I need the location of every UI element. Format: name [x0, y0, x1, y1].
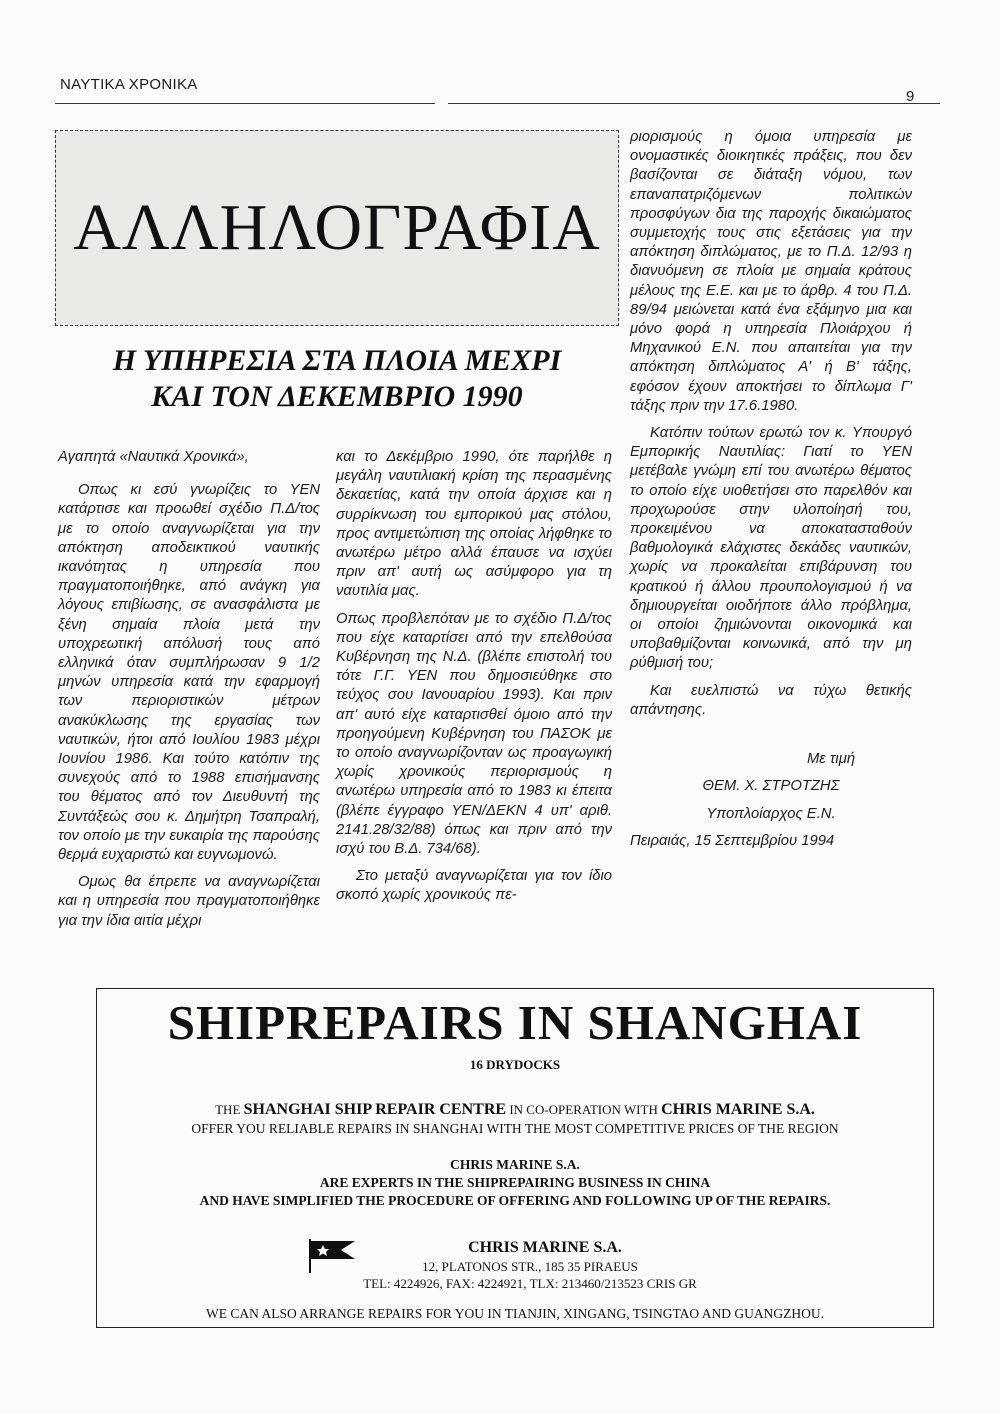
paragraph: Κατόπιν τούτων ερωτώ τον κ. Υπουργό Εμπορικής Ναυτιλίας: Γιατί το ΥΕΝ μετέβαλε γνώμη επί του ανωτέρω θέματος το οποίο είχε υιοθετήσει στο παρελθόν και προχωρούσε στην υλοποίησή του, προκειμένου να αποκατασταθούν βαθμολογικά ελάχιστες δεκάδες ναυτικών, χωρίς να προκαλείται επιβάρυνση του κρατικού ή άλλου προυπολογισμού ή να δημιουργείται οιοδήποτε άλλο πρόβλημα, οι οποίοι ζημιώνονται οικονομικά και υποβαθμίζονται κοινωνικά, από την μη ρύθμισή του; — [630, 425, 912, 672]
signature-name: ΘΕΜ. Χ. ΣΤΡΟΤΖΗΣ — [702, 778, 840, 795]
paragraph: Και ευελπιστώ να τύχω θετικής απάντησης. — [630, 682, 912, 718]
ad-line-1-part: SHANGHAI SHIP REPAIR CENTRE — [243, 1101, 507, 1118]
ad-line-1-part: CHRIS MARINE S.A. — [661, 1101, 815, 1118]
ad-company-name: CHRIS MARINE S.A. — [468, 1239, 622, 1256]
ad-line-4: ARE EXPERTS IN THE SHIPREPAIRING BUSINESS IN CHINA — [319, 1175, 711, 1190]
article-column-1 — [58, 448, 320, 939]
header-rule-left — [55, 103, 435, 104]
header-rule-right — [448, 103, 940, 104]
ad-footer: WE CAN ALSO ARRANGE REPAIRS FOR YOU IN TIANJIN, XINGANG, TSINGTAO AND GUANGZHOU. — [205, 1306, 825, 1321]
magazine-title: ΝΑΥΤΙΚΑ ΧΡΟΝΙΚΑ — [60, 76, 198, 93]
paragraph: Στο μεταξύ αναγνωρίζεται για τον ίδιο σκοπό χωρίς χρονικούς πε- — [336, 868, 612, 904]
signature-regards: Με τιμή — [806, 751, 856, 768]
ad-address: 12, PLATONOS STR., 185 35 PIRAEUS — [422, 1259, 638, 1274]
ad-line-1 — [97, 1101, 933, 1119]
article-column-3 — [630, 128, 912, 859]
ad-line-1-part: IN CO-OPERATION WITH — [509, 1102, 658, 1117]
ad-line-2: OFFER YOU RELIABLE REPAIRS IN SHANGHAI WITH THE MOST COMPETITIVE PRICES OF THE REGION — [191, 1121, 839, 1136]
section-title: ΑΛΛΗΛΟΓΡΑΦΙΑ — [73, 191, 601, 264]
paragraph: Οπως προβλεπόταν με το σχέδιο Π.Δ/τος που είχε καταρτίσει από την επελθούσα Κυβέρνηση της Ν.Δ. (βλέπε επιστολή του τότε Γ.Γ. ΥΕΝ που δημοσιεύθηκε στο τεύχος σου Ιανουαρίου 1993). Και πριν απ' αυτό είχε καταρτισθεί όμοιο από την προηγούμενη Κυβέρνηση του ΠΑΣΟΚ με το οποίο αναγνωρίζονταν ως προαγωγική χωρίς χρονικούς περιορισμούς η ανωτέρω υπηρεσία από το 1983 κι έπειτα (βλέπε έγγραφο ΥΕΝ/ΔΕΚΝ 4 υπ' αριθ. 2141.28/32/88) όπως και πριν από την ισχύ του Β.Δ. 734/68). — [336, 610, 612, 858]
shiprepairs-advertisement — [96, 988, 934, 1328]
headline-line-1: Η ΥΠΗΡΕΣΙΑ ΣΤΑ ΠΛΟΙΑ ΜΕΧΡΙ — [112, 344, 562, 377]
ad-line-5: AND HAVE SIMPLIFIED THE PROCEDURE OF OFFERING AND FOLLOWING UP OF THE REPAIRS. — [199, 1193, 831, 1208]
article-column-2 — [336, 448, 612, 914]
page-number: 9 — [906, 88, 915, 105]
place-date: Πειραιάς, 15 Σεπτεμβρίου 1994 — [630, 832, 835, 849]
ad-line-1-part: THE — [215, 1102, 241, 1117]
ad-contact: TEL: 4224926, FAX: 4224921, TLX: 213460/213523 CRIS GR — [363, 1276, 697, 1291]
paragraph: Ομως θα έπρεπε να αναγνωρίζεται και η υπηρεσία που πραγματοποιήθηκε για την ίδια αιτία μέχρι — [58, 874, 320, 929]
section-banner — [55, 130, 619, 326]
paragraph: Οπως κι εσύ γνωρίζεις το ΥΕΝ κατάρτισε και προωθεί σχέδιο Π.Δ/τος με το οποίο αναγνωρίζεται για την απόκτηση αποδεικτικού ναυτικής ικανότητας η υπηρεσία που πραγματοποιήθηκε, από ανάγκη για λόγους επιβίωσης, σε ανασφάλιστα με ξένη σημαία πλοία μετά την υποχρεωτική απόλυσή τους από ελληνικά όταν συμπλήρωσαν 9 1/2 μηνών υπηρεσία κατά την εφαρμογή των περιοριστικών μέτρων ανακύκλωσης της εργασίας των ναυτικών, ήτοι από Ιουλίου 1983 μέχρι Ιουνίου 1986. Και τούτο κατόπιν της συνεχούς από το 1988 επισήμανσης του θέματος από τον Διευθυντή της Συντάξεώς σου κ. Δημήτρη Τσαπραλή, τον οποίο με την ευκαιρία της παρούσης θερμά ευχαριστώ και ευγνωμονώ. — [58, 482, 320, 864]
article-headline — [55, 343, 619, 415]
greeting: Αγαπητά «Ναυτικά Χρονικά», — [58, 449, 249, 465]
signature-title: Υποπλοίαρχος Ε.Ν. — [706, 805, 836, 822]
paragraph: ριορισμούς η όμοια υπηρεσία με ονομαστικές διοικητικές πράξεις, που δεν βασίζονται σε διάταξη νόμου, των επαναπατριζόμενων πολιτικών προσφύγων δια της παροχής δικαιώματος συμμετοχής τους στις εξετάσεις για την απόκτηση διπλώματος, με το Π.Δ. 12/93 η διανυόμενη σε πλοία με σημαία κράτους μέλους της Ε.Ε. και με το άρθρ. 4 του Π.Δ. 89/94 μειώνεται κατά ένα εξάμηνο μια και μόνο φορά η υπηρεσία Πλοιάρχου ή Μηχανικού Ε.Ν. που απαιτείται για την απόκτηση διπλώματος Α' ή Β' τάξης, εφόσον έχουν αποκτήσει το δίπλωμα Γ' τάξης πριν την 17.6.1980. — [630, 129, 912, 414]
ad-title: SHIPREPAIRS IN SHANGHAI — [167, 995, 863, 1050]
ad-subtitle: 16 DRYDOCKS — [469, 1057, 561, 1072]
ad-line-3: CHRIS MARINE S.A. — [450, 1157, 580, 1172]
headline-line-2: ΚΑΙ ΤΟΝ ΔΕΚΕΜΒΡΙΟ 1990 — [151, 380, 523, 413]
paragraph: και το Δεκέμβριο 1990, ότε παρήλθε η μεγάλη ναυτιλιακή κρίση της περασμένης δεκαετίας, κατά την οποία άρχισε και η συρρίκνωση του εμπορικού μας στόλου, προς αντιμετώπιση της οποίας λήφθηκε το ανωτέρω μέτρο αλλά έπαυσε να ισχύει πριν απ' αυτή ως ασύμφορο για τη ναυτιλία μας. — [336, 449, 612, 600]
